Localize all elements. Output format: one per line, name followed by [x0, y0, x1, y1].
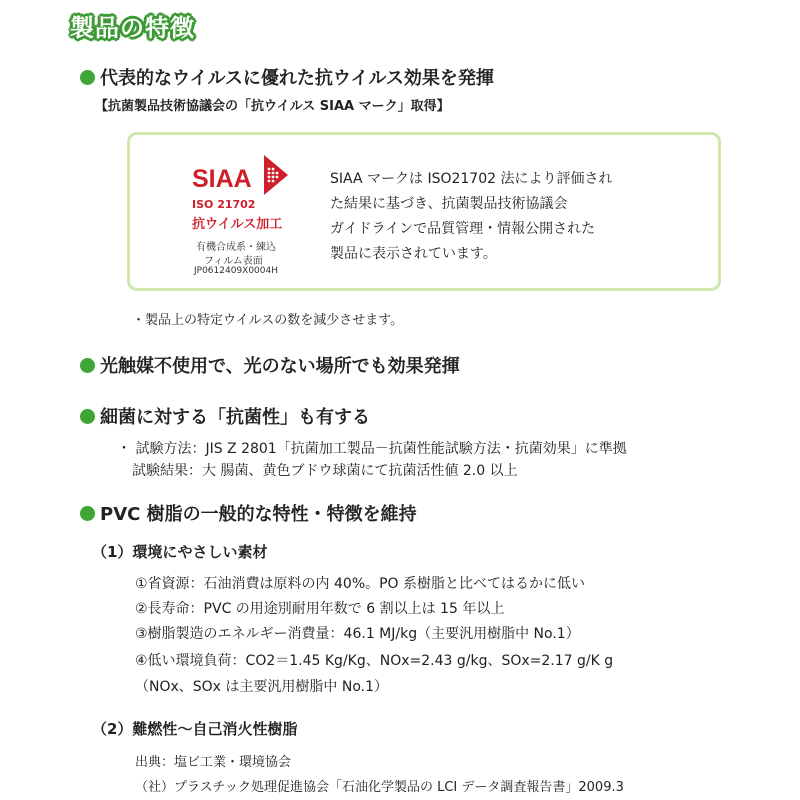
section-heading-antibacterial: [80, 403, 370, 429]
siaa-description-line: た結果に基づき、抗菌製品技術協議会: [330, 196, 568, 212]
section-heading-no-photocatalyst: [80, 352, 460, 378]
siaa-registration-code: JP0612409X0004H: [194, 266, 279, 276]
section-heading-text: PVC 樹脂の一般的な特性・特徴を維持: [100, 504, 417, 525]
eco-item: ①省資源：石油消費は原料の内 40%。PO 系樹脂と比べてはるかに低い: [135, 576, 586, 592]
virus-reduction-note: ・製品上の特定ウイルスの数を減少させます。: [132, 313, 404, 328]
page-title: 製品の特徴: [70, 14, 195, 42]
section-heading-text: 光触媒不使用で、光のない場所でも効果発揮: [100, 356, 460, 377]
siaa-surface-label: フィルム表面: [204, 256, 263, 267]
siaa-iso-label: ISO 21702: [192, 198, 256, 211]
green-bullet-icon: [80, 506, 95, 521]
source-citation: 出典：塩ビ工業・環境協会: [135, 755, 292, 770]
eco-item: ③樹脂製造のエネルギー消費量：46.1 MJ/kg（主要汎用樹脂中 No.1）: [135, 626, 580, 642]
sub-heading-eco-material: （1）環境にやさしい素材: [92, 543, 268, 561]
eco-item: ④低い環境負荷：CO2＝1.45 Kg/Kg、NOx=2.43 g/kg、SOx=2.17 g/K g: [135, 653, 614, 669]
siaa-mark-icon: [262, 155, 288, 195]
siaa-type-label: 有機合成系・練込: [196, 242, 276, 253]
test-result-line: 試験結果：大 腸菌、黄色ブドウ球菌にて抗菌活性値 2.0 以上: [132, 463, 518, 479]
sub-heading-flame-retardant: （2）難燃性～自己消火性樹脂: [92, 720, 298, 738]
siaa-logo-letters: SIAA: [192, 165, 252, 193]
section-heading-text: 代表的なウイルスに優れた抗ウイルス効果を発揮: [100, 68, 494, 89]
source-citation: （社）プラスチック処理促進協会「石油化学製品の LCI データ調査報告書」2009.3: [135, 780, 624, 795]
eco-item: （NOx、SOx は主要汎用樹脂中 No.1）: [135, 679, 389, 695]
green-bullet-icon: [80, 70, 95, 85]
siaa-description: [330, 167, 690, 267]
test-method-line: ・ 試験方法：JIS Z 2801「抗菌加工製品－抗菌性能試験方法・抗菌効果」に準拠: [117, 441, 627, 457]
green-bullet-icon: [80, 409, 95, 424]
eco-item: ②長寿命：PVC の用途別耐用年数で 6 割以上は 15 年以上: [135, 601, 505, 617]
green-bullet-icon: [80, 358, 95, 373]
section-heading-pvc: [80, 500, 417, 526]
siaa-description-line: 製品に表示されています。: [330, 246, 497, 262]
section-heading-text: 細菌に対する「抗菌性」も有する: [100, 407, 370, 428]
siaa-acquisition-note: 【抗菌製品技術協議会の「抗ウイルス SIAA マーク」取得】: [95, 99, 450, 114]
siaa-description-line: SIAA マークは ISO21702 法により評価され: [330, 171, 613, 187]
siaa-description-line: ガイドラインで品質管理・情報公開された: [330, 221, 596, 237]
siaa-info-box: [127, 132, 721, 291]
siaa-processing-label: 抗ウイルス加工: [192, 217, 283, 232]
section-heading-antiviral: [80, 64, 494, 90]
